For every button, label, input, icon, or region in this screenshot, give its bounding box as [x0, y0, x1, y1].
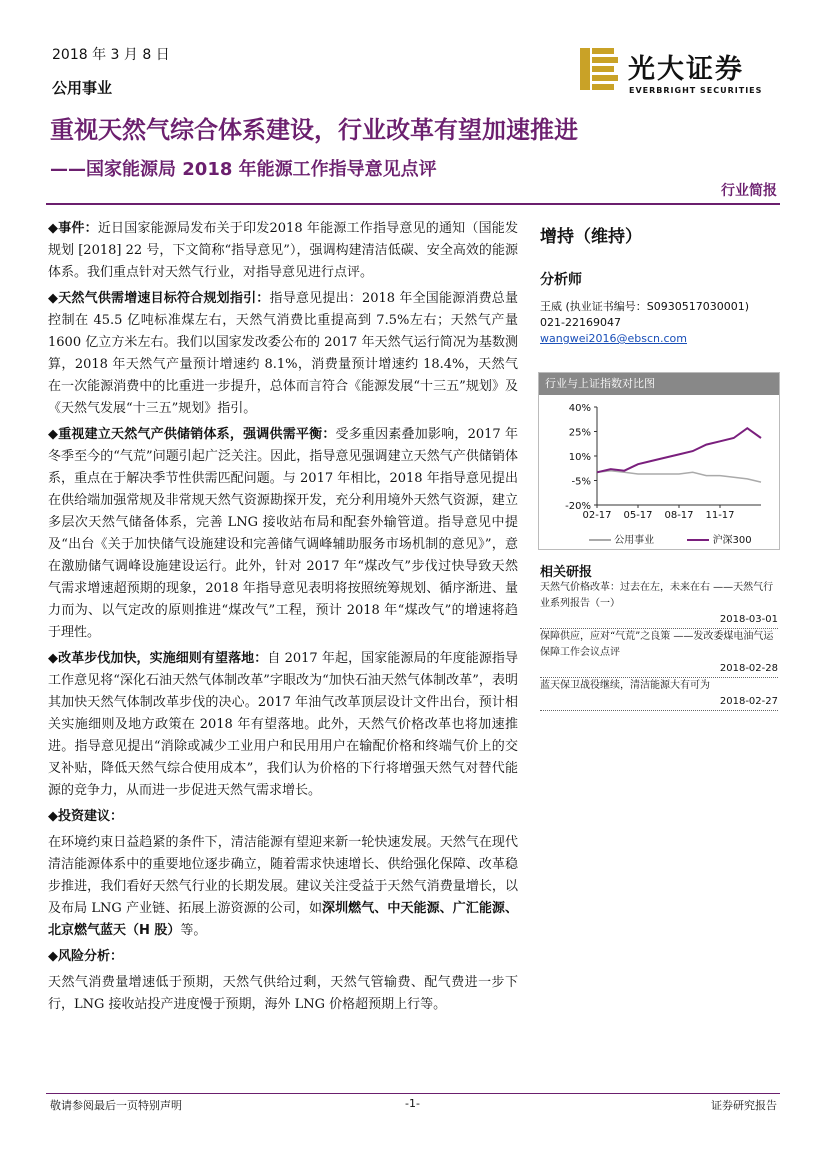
- analyst-phone: 021-22169047: [540, 316, 621, 329]
- x-tick-label: 02-17: [582, 510, 612, 521]
- related-report-title: 天然气价格改革：过去在左，未来在右 ——天然气行业系列报告（一）: [540, 582, 774, 609]
- header-divider: [46, 203, 780, 205]
- analyst-heading: 分析师: [540, 272, 582, 288]
- related-reports-heading: 相关研报: [540, 565, 593, 580]
- supply-heading: ◆重视建立天然气产供储销体系，强调供需平衡：: [48, 427, 336, 442]
- legend-swatch-utilities: [589, 539, 611, 541]
- footer-divider: [46, 1093, 780, 1094]
- x-tick-label: 08-17: [664, 510, 694, 521]
- chart-legend: [539, 531, 779, 546]
- event-paragraph: [48, 218, 518, 284]
- risk-text: 天然气消费量增速低于预期，天然气供给过剩，天然气管输费、配气费进一步下行，LNG 接收站投产进度慢于预期，海外 LNG 价格超预期上行等。: [48, 975, 518, 1012]
- investment-heading: ◆投资建议：: [48, 809, 123, 824]
- x-tick-label: 11-17: [705, 510, 735, 521]
- main-content: [48, 218, 518, 1020]
- related-report-date: 2018-02-28: [540, 661, 778, 678]
- related-report-title: 保障供应，应对“气荒”之良策 ——发改委煤电油气运保障工作会议点评: [540, 631, 774, 658]
- company-name-en: EVERBRIGHT SECURITIES: [629, 86, 763, 95]
- related-report-date: 2018-03-01: [540, 612, 778, 629]
- company-logo-icon: [580, 48, 620, 90]
- report-title: 重视天然气综合体系建设，行业改革有望加速推进: [50, 116, 578, 144]
- legend-swatch-hs300: [687, 539, 709, 541]
- report-subtitle: ——国家能源局 2018 年能源工作指导意见点评: [50, 159, 437, 180]
- y-tick-label: 10%: [568, 452, 591, 463]
- y-tick-label: -20%: [565, 501, 591, 512]
- sidebar: [540, 222, 780, 347]
- investment-text: 在环境约束日益趋紧的条件下，清洁能源有望迎来新一轮快速发展。天然气在现代清洁能源体系中的重要地位逐步确立，随着需求快速增长、供给强化保障、改革稳步推进，我们看好天然气行业的长期发展。建议关注受益于天然气消费量增长，以及布局 LNG 产业链、拓展上游资源的公司，如: [48, 835, 518, 916]
- investment-stocks: 深圳燃气、中天能源、广汇能源、北京燃气蓝天（H 股）: [48, 901, 518, 938]
- risk-heading: ◆风险分析：: [48, 949, 123, 964]
- chart-plot: [539, 395, 779, 553]
- target-heading: ◆天然气供需增速目标符合规划指引：: [48, 291, 270, 306]
- related-report-item[interactable]: [540, 580, 778, 629]
- event-heading: ◆事件：: [48, 221, 98, 236]
- analyst-name: 王威: [540, 300, 562, 313]
- related-report-item[interactable]: [540, 678, 778, 711]
- x-tick-label: 05-17: [623, 510, 653, 521]
- company-name: 光大证券: [628, 54, 744, 85]
- report-date: 2018 年 3 月 8 日: [52, 47, 170, 63]
- footer-disclaimer: 敬请参阅最后一页特别声明: [50, 1099, 182, 1112]
- related-report-date: 2018-02-27: [540, 694, 778, 711]
- investment-tail: 等。: [180, 923, 207, 938]
- reform-heading: ◆改革步伐加快，实施细则有望落地：: [48, 651, 268, 666]
- target-text: 指导意见提出：2018 年全国能源消费总量控制在 45.5 亿吨标准煤左右，天然气消费比重提高到 7.5%左右；天然气产量 1600 亿立方米左右。我们以国家发改委公布的 2017 年天然气运行简况为基数测算，2018 年天然气产量预计增速约 8.1%，消费量预计增速约 18.4%，天然气在一次能源消费中的比重进一步提升，总体而言符合《能源发展“十三五”规划》及《天然气发展“十三五”规划》指引。: [48, 291, 519, 416]
- legend-label-hs300: 沪深300: [712, 535, 752, 546]
- y-tick-label: -5%: [571, 476, 591, 488]
- risk-paragraph: [48, 972, 518, 1016]
- y-tick-label: 25%: [568, 427, 591, 439]
- rating-label: 增持（维持）: [540, 227, 642, 247]
- analyst-info: [540, 299, 780, 347]
- target-paragraph: [48, 288, 518, 420]
- chart-title: 行业与上证指数对比图: [539, 373, 779, 395]
- analyst-cert: (执业证书编号：S0930517030001): [565, 300, 750, 313]
- reform-paragraph: [48, 648, 518, 802]
- related-report-title: 蓝天保卫战役继续，清洁能源大有可为: [540, 680, 710, 691]
- footer-doc-type: 证券研究报告: [711, 1099, 777, 1112]
- event-text: 近日国家能源局发布关于印发2018 年能源工作指导意见的通知（国能发规划 [2018] 22 号，下文简称“指导意见”），强调构建清洁低碳、安全高效的能源体系。我们重点针对天然气行业，对指导意见进行点评。: [48, 221, 519, 280]
- related-report-item[interactable]: [540, 629, 778, 678]
- series-line-hs300: [597, 428, 761, 472]
- supply-text: 受多重因素叠加影响，2017 年冬季至今的“气荒”问题引起广泛关注。因此，指导意见强调建立天然气产供储销体系，重点在于解决季节性供需匹配问题。与 2017 年相比，2018 年指导意见提出在供给端加强常规及非常规天然气资源勘探开发，充分利用境外天然气资源，建立多层次天然气储备体系，完善 LNG 接收站布局和配套外输管道。指导意见中提及“出台《关于加快储气设施建设和完善储气调峰辅助服务市场机制的意见》”，意在激励储气调峰设施建设运行。此外，针对 2017 年“煤改气”步伐过快导致天然气需求增速超预期的现象，2018 年指导意见表明将按照统筹规划、循序渐进、量力而为、以气定改的原则推进“煤改气”工程，预计 2018 年“煤改气”的增速将趋于理性。: [48, 427, 519, 640]
- document-type: 行业简报: [721, 183, 777, 199]
- supply-paragraph: [48, 424, 518, 644]
- legend-label-utilities: 公用事业: [614, 535, 655, 546]
- reform-text: 自 2017 年起，国家能源局的年度能源指导工作意见将“深化石油天然气体制改革”字眼改为“加快石油天然气体制改革”，表明其加快天然气体制改革步伐的决心。2017 年油气改革顶层设计文件出台，预计相关实施细则及地方政策在 2018 年有望落地。此外，天然气价格改革也将加速推进。指导意见提出“消除或减少工业用户和民用用户在输配价格和终端气价上的交叉补贴，降低天然气综合使用成本”，我们认为价格的下行将增强天然气对替代能源的竞争力，从而进一步促进天然气需求增长。: [48, 651, 518, 798]
- investment-paragraph: [48, 832, 518, 942]
- comparison-chart: [538, 372, 780, 550]
- page-number: -1-: [405, 1097, 420, 1110]
- sector-label: 公用事业: [52, 79, 113, 97]
- related-reports-list: [540, 580, 778, 711]
- y-tick-label: 40%: [568, 403, 591, 414]
- series-line-utilities: [597, 471, 761, 482]
- analyst-email-link[interactable]: wangwei2016@ebscn.com: [540, 332, 687, 345]
